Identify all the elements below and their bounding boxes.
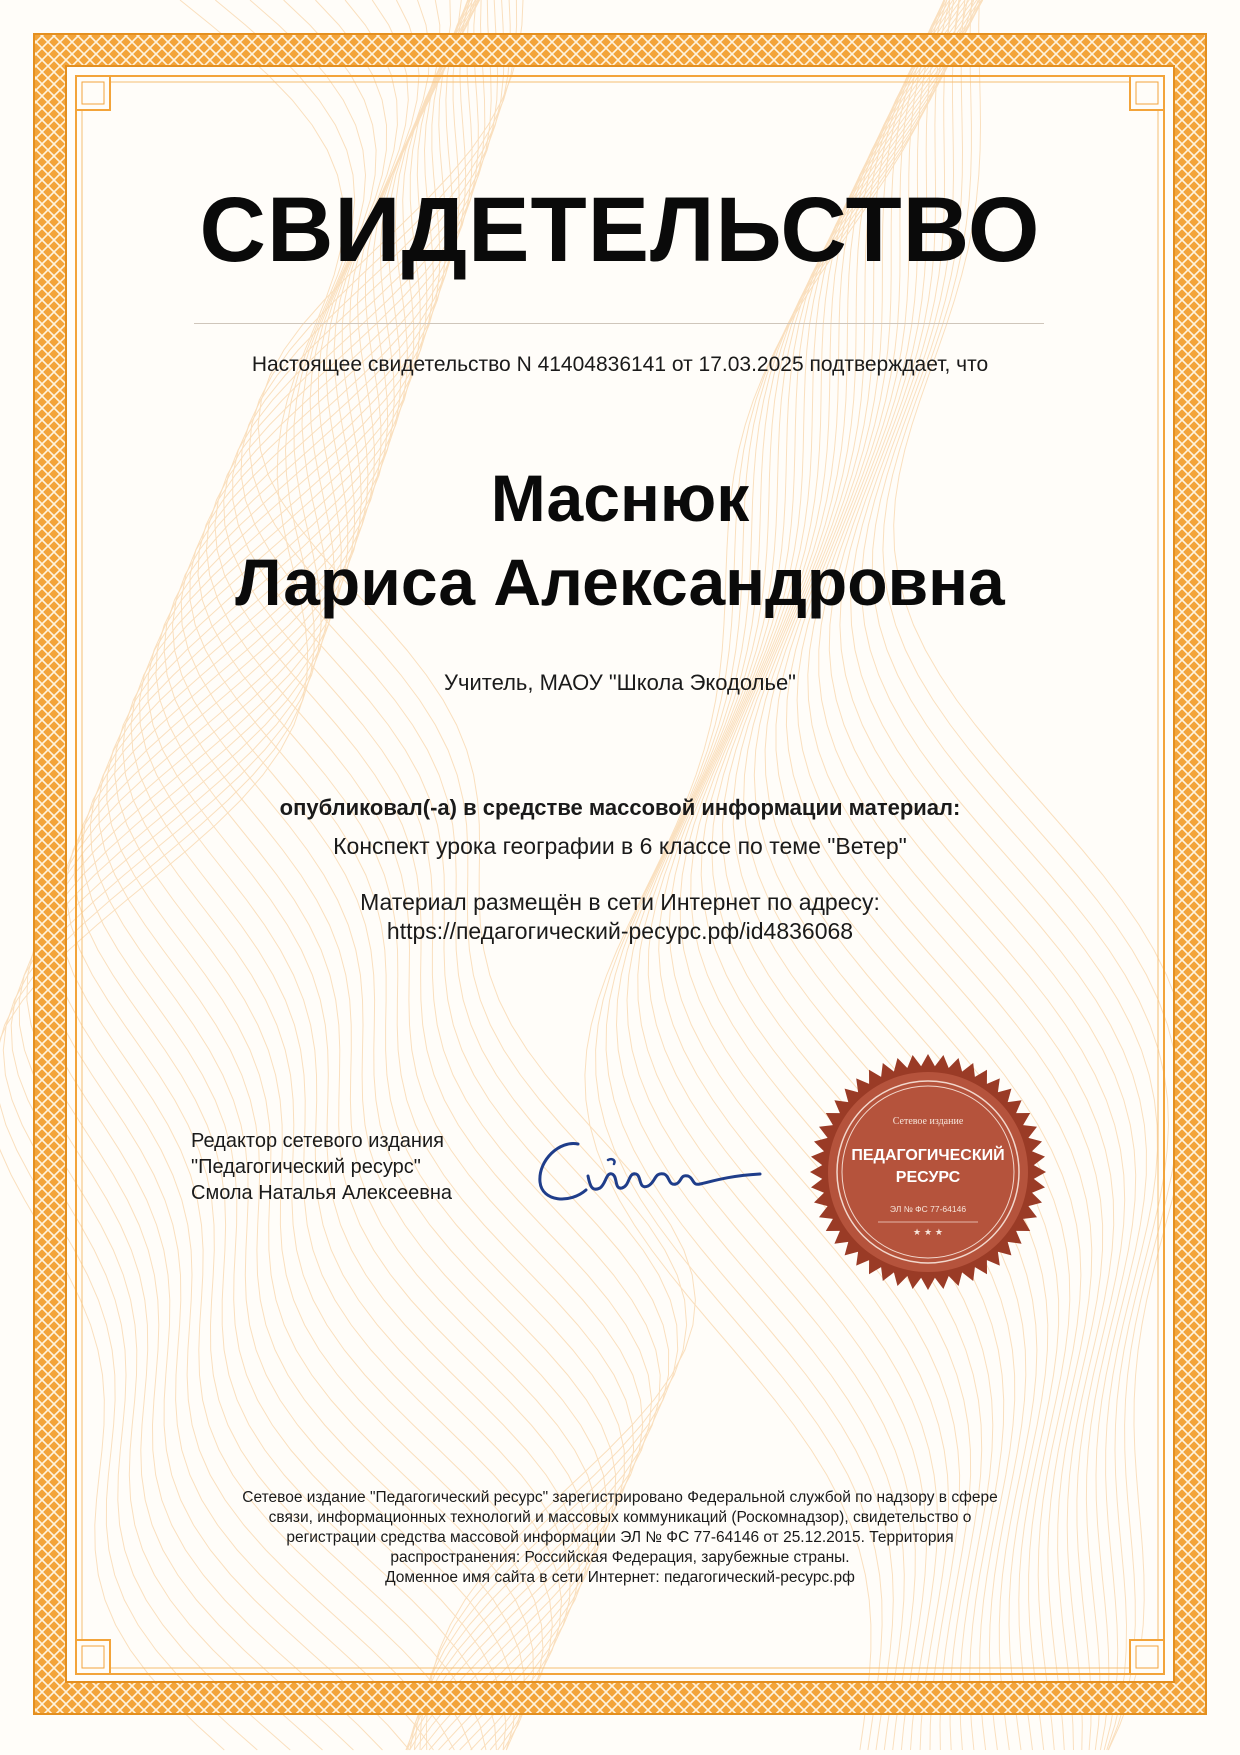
recipient-surname: Маснюк — [490, 461, 750, 535]
editor-block — [191, 1128, 452, 1206]
recipient-position: Учитель, МАОУ "Школа Экодолье" — [444, 670, 796, 695]
footer-line-4: распространения: Российская Федерация, зарубежные страны. — [390, 1549, 850, 1566]
seal-top-text: Сетевое издание — [892, 1116, 964, 1127]
seal-name-line-2: РЕСУРС — [895, 1169, 961, 1186]
footer-line-1: Сетевое издание "Педагогический ресурс" зарегистрировано Федеральной службой по надзору в сфере — [242, 1489, 998, 1506]
material-location — [0, 888, 1240, 946]
seal-stars: ★ ★ ★ — [913, 1228, 943, 1238]
editor-line-1: Редактор сетевого издания — [191, 1130, 444, 1152]
material-url: https://педагогический-ресурс.рф/id4836068 — [386, 918, 854, 944]
placed-label: Материал размещён в сети Интернет по адресу: — [360, 889, 880, 915]
editor-name: Смола Наталья Алексеевна — [191, 1182, 453, 1204]
certificate-title: СВИДЕТЕЛЬСТВО — [199, 179, 1041, 281]
editor-line-2: "Педагогический ресурс" — [191, 1156, 421, 1178]
editor-signature — [530, 1120, 770, 1230]
footer-line-3: регистрации средства массовой информации ЭЛ № ФС 77-64146 от 25.12.2015. Территория — [286, 1529, 954, 1546]
seal-name-line-1: ПЕДАГОГИЧЕСКИЙ — [851, 1147, 1005, 1164]
publication-heading: опубликовал(-а) в средстве массовой информации материал: — [279, 795, 961, 820]
footer-line-5: Доменное имя сайта в сети Интернет: педагогический-ресурс.рф — [385, 1569, 855, 1586]
publisher-seal — [808, 1052, 1048, 1292]
registration-footer — [190, 1488, 1050, 1588]
certificate-number-line: Настоящее свидетельство N 41404836141 от 17.03.2025 подтверждает, что — [251, 353, 989, 376]
seal-registration: ЭЛ № ФС 77-64146 — [889, 1204, 967, 1214]
material-title: Конспект урока географии в 6 классе по теме "Ветер" — [333, 833, 907, 859]
recipient-given-names: Лариса Александровна — [235, 545, 1005, 619]
footer-line-2: связи, информационных технологий и массовых коммуникаций (Роскомнадзор), свидетельство о — [268, 1509, 972, 1526]
title-divider — [194, 323, 1044, 324]
